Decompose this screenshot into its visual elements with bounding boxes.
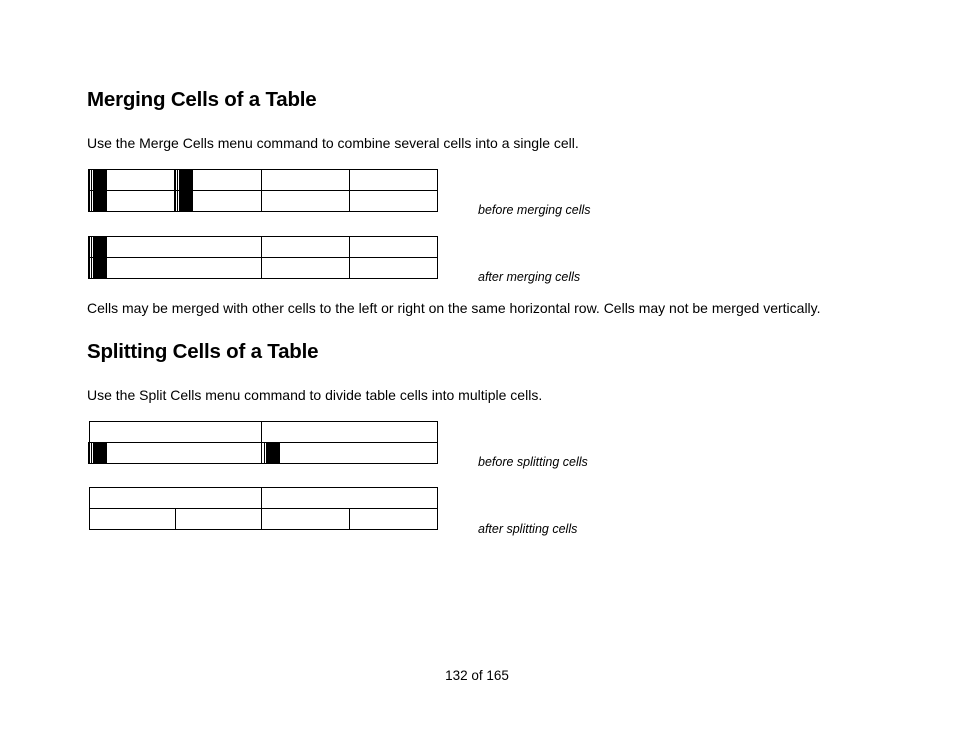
table-cell: [90, 443, 262, 464]
table-cell: [350, 258, 438, 279]
merge-note: Cells may be merged with other cells to the left or right on the same horizontal row. Cells may not be merged vertically.: [87, 300, 821, 316]
cell-selection-marker: [93, 191, 107, 211]
cell-selection-marker: [266, 443, 280, 463]
caption-after-splitting: after splitting cells: [478, 522, 578, 536]
cell-selection-marker: [93, 170, 107, 190]
table-cell: [90, 237, 262, 258]
table-cell: [262, 422, 438, 443]
table-cell: [350, 237, 438, 258]
table-cell: [262, 170, 350, 191]
caption-before-splitting: before splitting cells: [478, 455, 588, 469]
table-cell: [90, 258, 262, 279]
table-cell: [262, 443, 438, 464]
table-cell: [262, 509, 350, 530]
cell-selection-marker: [179, 170, 193, 190]
table-cell: [176, 509, 262, 530]
table-cell: [90, 422, 262, 443]
table-cell: [90, 488, 262, 509]
merge-heading: Merging Cells of a Table: [87, 88, 317, 111]
cell-selection-marker: [93, 237, 107, 257]
table-after-splitting: [86, 485, 440, 533]
table-cell: [350, 191, 438, 212]
split-heading: Splitting Cells of a Table: [87, 340, 319, 363]
split-intro: Use the Split Cells menu command to divide table cells into multiple cells.: [87, 387, 543, 403]
cell-selection-marker: [93, 258, 107, 278]
table-cell: [262, 191, 350, 212]
merge-intro: Use the Merge Cells menu command to combine several cells into a single cell.: [87, 135, 579, 151]
table-before-splitting: [86, 418, 440, 466]
caption-before-merging: before merging cells: [478, 203, 591, 217]
page-number: 132 of 165: [445, 668, 509, 683]
table-cell: [262, 237, 350, 258]
table-after-merging: [86, 233, 440, 281]
table-cell: [90, 509, 176, 530]
table-cell: [350, 509, 438, 530]
table-cell: [262, 258, 350, 279]
table-cell: [262, 488, 438, 509]
cell-selection-marker: [179, 191, 193, 211]
caption-after-merging: after merging cells: [478, 270, 581, 284]
table-before-merging: [86, 166, 440, 214]
cell-selection-marker: [93, 443, 107, 463]
table-cell: [350, 170, 438, 191]
